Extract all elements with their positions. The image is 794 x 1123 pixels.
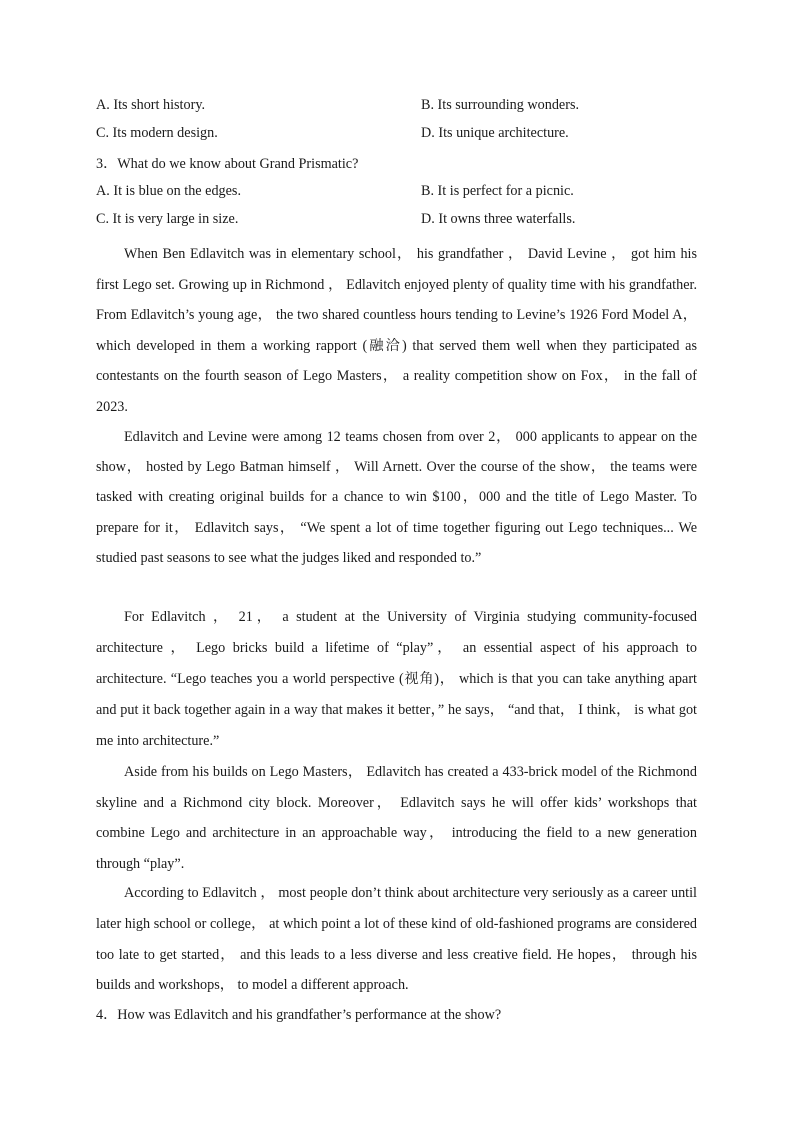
q4-question: 4．How was Edlavitch and his grandfather’s performance at the show? <box>96 1007 502 1023</box>
q2-option-b: B. Its surrounding wonders. <box>421 97 580 113</box>
q3-options-row-2 <box>96 211 696 231</box>
q3-option-a: A. It is blue on the edges. <box>96 183 241 199</box>
passage-paragraph-3: For Edlavitch ， 21， a student at the University of Virginia studying community-focused architecture ， Lego bricks build a lifetime of “play”， an essential aspect of his approach to architecture. “Lego teaches you a world perspective (视角)， which is that you can take anything apart and put it back together again in a way that makes it better，” he says， “and that， I think， is what got me into architecture.” <box>96 609 697 749</box>
q3-option-d: D. It owns three waterfalls. <box>421 211 576 227</box>
q2-option-c: C. Its modern design. <box>96 125 218 141</box>
passage-paragraph-2: Edlavitch and Levine were among 12 teams chosen from over 2， 000 applicants to appear on the show， hosted by Lego Batman himself ， Will Arnett. Over the course of the show， the teams were tasked with creating original builds for a chance to win $100，000 and the title of Lego Master. To prepare for it， Edlavitch says， “We spent a lot of time together figuring out Lego techniques... We studied past seasons to see what the judges liked and responded to.” <box>96 429 697 566</box>
passage-paragraph-5: According to Edlavitch ， most people don’t think about architecture very seriously as a career until later high school or college， at which point a lot of these kind of old-fashioned programs are considered too late to get started， and this leads to a less diverse and less creative field. He hopes， through his builds and workshops， to model a different approach. <box>96 885 697 994</box>
q2-options-row-1 <box>96 97 696 117</box>
q3-option-b: B. It is perfect for a picnic. <box>421 183 574 199</box>
q3-option-c: C. It is very large in size. <box>96 211 239 227</box>
q2-options-row-2 <box>96 125 696 145</box>
q3-question: 3．What do we know about Grand Prismatic? <box>96 156 359 172</box>
q2-option-d: D. Its unique architecture. <box>421 125 569 141</box>
passage-paragraph-1: When Ben Edlavitch was in elementary school， his grandfather ， David Levine ， got him his first Lego set. Growing up in Richmond ， Edlavitch enjoyed plenty of quality time with his grandfather. From Edlavitch’s young age， the two shared countless hours tending to Levine’s 1926 Ford Model A， which developed in them a working rapport (融洽) that served them well when they participated as contestants on the fourth season of Lego Masters， a reality competition show on Fox， in the fall of 2023. <box>96 246 697 415</box>
passage-paragraph-4: Aside from his builds on Lego Masters， Edlavitch has created a 433-brick model of the Richmond skyline and a Richmond city block. Moreover， Edlavitch says he will offer kids’ workshops that combine Lego and architecture in an approachable way， introducing the field to a new generation through “play”. <box>96 764 697 872</box>
q2-option-a: A. Its short history. <box>96 97 206 113</box>
q3-options-row-1 <box>96 183 696 203</box>
